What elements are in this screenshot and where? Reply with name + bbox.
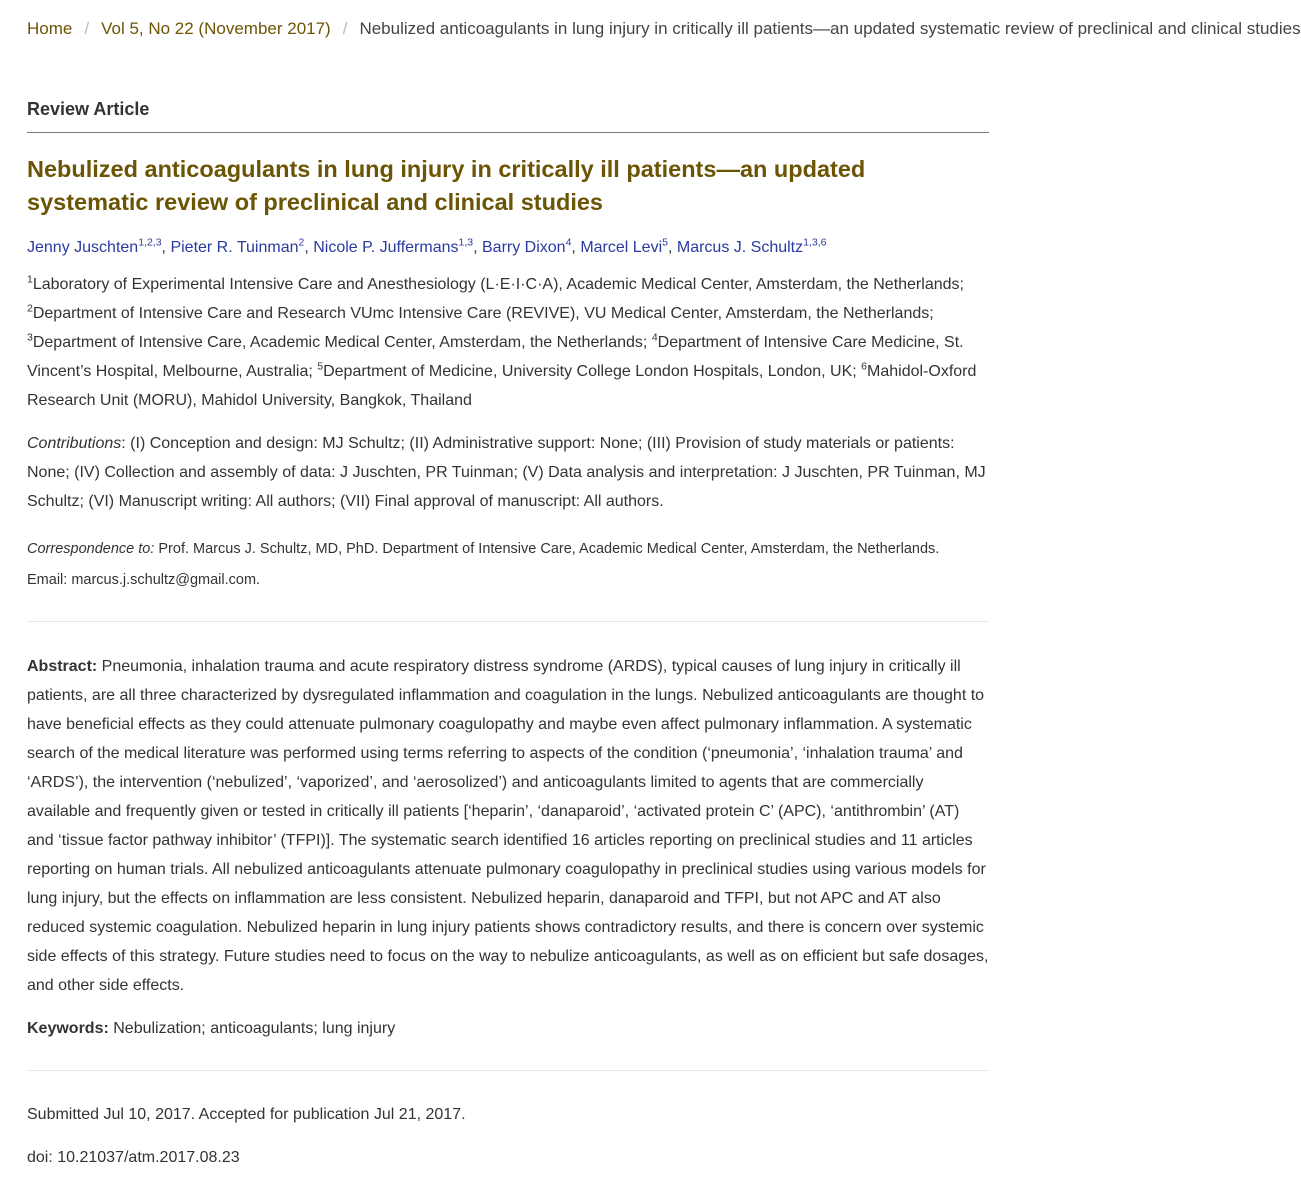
author-link[interactable]: Jenny Juschten$^{1,2,3}$	[27, 236, 162, 256]
breadcrumb-home-link[interactable]: Home	[27, 19, 73, 38]
breadcrumb-issue-link[interactable]: Vol 5, No 22 (November 2017)	[101, 19, 331, 38]
keywords-text: Nebulization; anticoagulants; lung injury	[108, 1020, 396, 1037]
article-title: Nebulized anticoagulants in lung injury in critically ill patients—an updated systematic review of preclinical and clinical studies	[27, 156, 866, 215]
correspondence-text: Prof. Marcus J. Schultz, MD, PhD. Department of Intensive Care, Academic Medical Center, Amsterdam, the Netherlands.	[154, 541, 940, 557]
breadcrumb-separator: /	[84, 19, 90, 38]
section-divider	[27, 132, 989, 133]
contributions	[27, 429, 989, 516]
keywords-label: Keywords:	[27, 1020, 109, 1037]
divider	[27, 1070, 989, 1071]
divider	[27, 621, 989, 622]
article-section-label: Review Article	[27, 99, 150, 119]
breadcrumb	[27, 16, 1301, 42]
correspondence-label: Correspondence to:	[27, 541, 155, 557]
breadcrumb-separator: /	[342, 19, 348, 38]
abstract-text: Pneumonia, inhalation trauma and acute respiratory distress syndrome (ARDS), typical causes of lung injury in critically ill patients, are all three characterized by dysregulated inflammation and coagulation in the lungs. Nebulized anticoagulants are thought to have beneficial effects as they could attenuate pulmonary coagulopathy and maybe even affect pulmonary inflammation. A systematic search of the medical literature was performed using terms referring to aspects of the condition (‘pneumonia’, ‘inhalation trauma’ and ‘ARDS’), the intervention (‘nebulized’, ‘vaporized’, and ‘aerosolized’) and anticoagulants limited to agents that are commercially available and frequently given or tested in critically ill patients [‘heparin’, ‘danaparoid’, ‘activated protein C’ (APC), ‘antithrombin’ (AT) and ‘tissue factor pathway inhibitor’ (TFPI)]. The systematic search identified 16 articles reporting on preclinical studies and 11 articles reporting on human trials. All nebulized anticoagulants attenuate pulmonary coagulopathy in preclinical studies using various models for lung injury, but the effects on inflammation are less consistent. Nebulized heparin, danaparoid and TFPI, but not APC and AT also reduced systemic coagulation. Nebulized heparin in lung injury patients shows contradictory results, and there is concern over systemic side effects of this strategy. Future studies need to focus on the way to nebulize anticoagulants, as well as on efficient but safe dosages, and other side effects.	[27, 658, 989, 994]
abstract-label: Abstract:	[27, 658, 98, 675]
author-link[interactable]: Pieter R. Tuinman$^2$	[170, 236, 305, 256]
author-link[interactable]: Marcel Levi$^5$	[580, 236, 668, 256]
submission-dates: Submitted Jul 10, 2017. Accepted for publication Jul 21, 2017.	[27, 1106, 466, 1123]
keywords	[27, 1014, 989, 1043]
contributions-label: Contributions	[27, 435, 122, 452]
author-link[interactable]: Barry Dixon$^4$	[482, 236, 572, 256]
breadcrumb-current: Nebulized anticoagulants in lung injury in critically ill patients—an updated systematic review of preclinical and clinical studies	[359, 19, 1301, 38]
affiliations: $^1$Laboratory of Experimental Intensive Care and Anesthesiology (L·E·I·C·A), Academic Medical Center, Amsterdam, the Netherlands; $^2$Department of Intensive Care and Research VUmc Intensive Care (REVIVE), VU Medical Center, Amsterdam, the Netherlands; $^3$Department of Intensive Care, Academic Medical Center, Amsterdam, the Netherlands; $^4$Department of Intensive Care Medicine, St. Vincent’s Hospital, Melbourne, Australia; $^5$Department of Medicine, University College London Hospitals, London, UK; $^6$Mahidol-Oxford Research Unit (MORU), Mahidol University, Bangkok, Thailand	[27, 273, 977, 409]
abstract	[27, 652, 989, 1000]
author-link[interactable]: Marcus J. Schultz$^{1,3,6}$	[676, 236, 827, 256]
author-list: Jenny Juschten$^{1,2,3}$, Pieter R. Tuinman$^2$, Nicole P. Juffermans$^{1,3}$, Barry Dixon$^4$, Marcel Levi$^5$, Marcus J. Schultz$^{1,3,6}$	[27, 236, 827, 256]
doi: doi: 10.21037/atm.2017.08.23	[27, 1149, 240, 1166]
correspondence-email: Email: marcus.j.schultz@gmail.com.	[27, 572, 261, 588]
author-link[interactable]: Nicole P. Juffermans$^{1,3}$	[313, 236, 474, 256]
correspondence	[27, 534, 989, 596]
contributions-text: : (I) Conception and design: MJ Schultz; (II) Administrative support: None; (III) Provision of study materials or patients: None; (IV) Collection and assembly of data: J Juschten, PR Tuinman; (V) Data analysis and interpretation: J Juschten, PR Tuinman, MJ Schultz; (VI) Manuscript writing: All authors; (VII) Final approval of manuscript: All authors.	[27, 435, 986, 510]
